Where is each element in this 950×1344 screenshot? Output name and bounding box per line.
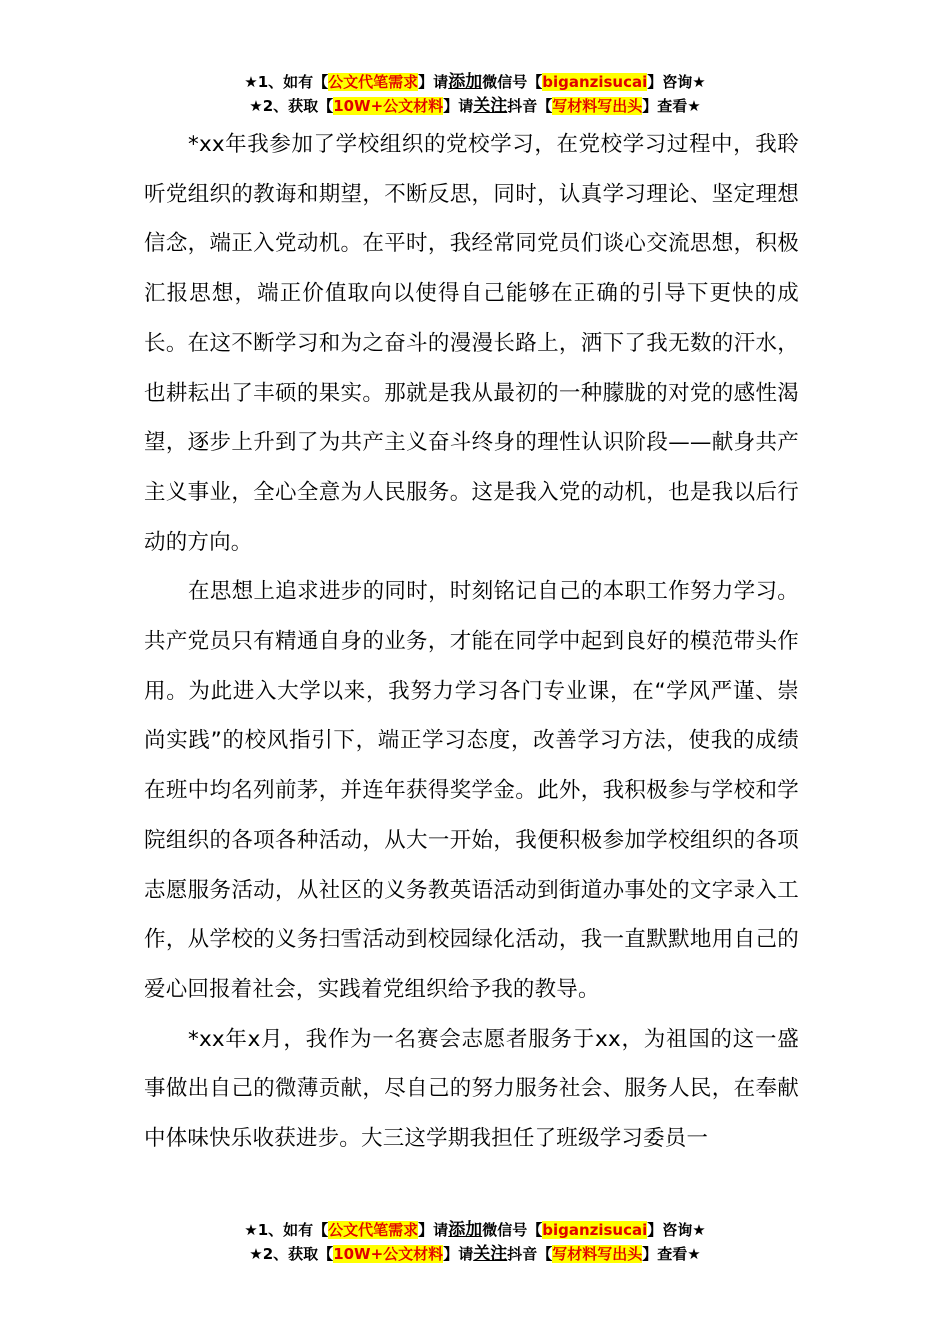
banner-line-1-prefix: ★1、如有【 <box>244 1221 329 1239</box>
highlight-service: 公文代笔需求 <box>328 73 419 91</box>
banner-line-2-mid: 】请 <box>443 1245 474 1263</box>
underlined-add: 添加 <box>448 72 483 92</box>
banner-line-1-prefix: ★1、如有【 <box>244 73 329 91</box>
banner-line-1-mid: 】请 <box>418 1221 449 1239</box>
banner-line-2-mid: 】请 <box>443 97 474 115</box>
banner-line-1-suffix: 】咨询★ <box>647 73 706 91</box>
banner-line-1-mid2: 微信号【 <box>482 73 543 91</box>
banner-line-2-mid2: 抖音【 <box>507 1245 553 1263</box>
banner-line-1-suffix: 】咨询★ <box>647 1221 706 1239</box>
banner-line-2-suffix: 】查看★ <box>642 97 701 115</box>
underlined-add: 添加 <box>448 1220 483 1240</box>
banner-line-2 <box>0 1242 950 1266</box>
banner-line-2 <box>0 94 950 118</box>
banner-line-1-mid2: 微信号【 <box>482 1221 543 1239</box>
paragraph: *xx年我参加了学校组织的党校学习，在党校学习过程中，我聆听党组织的教诲和期望，不断反思，同时，认真学习理论、坚定理想信念，端正入党动机。在平时，我经常同党员们谈心交流思想，积极汇报思想，端正价值取向以使得自己能够在正确的引导下更快的成长。在这不断学习和为之奋斗的漫漫长路上，洒下了我无数的汗水，也耕耘出了丰硕的果实。那就是我从最初的一种朦胧的对党的感性渴望，逐步上升到了为共产主义奋斗终身的理性认识阶段——献身共产主义事业，全心全意为人民服务。这是我入党的动机，也是我以后行动的方向。 <box>144 132 799 555</box>
banner-line-2-suffix: 】查看★ <box>642 1245 701 1263</box>
footer-banner <box>0 1218 950 1266</box>
banner-line-2-prefix: ★2、获取【 <box>249 1245 334 1263</box>
paragraph: *xx年x月，我作为一名赛会志愿者服务于xx，为祖国的这一盛事做出自己的微薄贡献，尽自己的努力服务社会、服务人民，在奉献中体味快乐收获进步。大三这学期我担任了班级学习委员一 <box>144 1026 799 1152</box>
highlight-service: 公文代笔需求 <box>328 1221 419 1239</box>
banner-line-2-mid2: 抖音【 <box>507 97 553 115</box>
paragraph: 在思想上追求进步的同时，时刻铭记自己的本职工作努力学习。共产党员只有精通自身的业务，才能在同学中起到良好的模范带头作用。为此进入大学以来，我努力学习各门专业课，在“学风严谨、崇尚实践”的校风指引下，端正学习态度，改善学习方法，使我的成绩在班中均名列前茅，并连年获得奖学金。此外，我积极参与学校和学院组织的各项各种活动，从大一开始，我便积极参加学校组织的各项志愿服务活动，从社区的义务教英语活动到街道办事处的文字录入工作，从学校的义务扫雪活动到校园绿化活动，我一直默默地用自己的爱心回报着社会，实践着党组织给予我的教导。 <box>144 579 799 1002</box>
underlined-follow: 关注 <box>473 96 508 116</box>
highlight-materials: 10W+公文材料 <box>333 1245 444 1263</box>
document-body <box>144 120 799 1164</box>
banner-line-1-mid: 】请 <box>418 73 449 91</box>
highlight-materials: 10W+公文材料 <box>333 97 444 115</box>
header-banner <box>0 70 950 118</box>
underlined-follow: 关注 <box>473 1244 508 1264</box>
highlight-wechat-id: biganzisucai <box>542 1221 648 1239</box>
highlight-douyin-account: 写材料写出头 <box>552 97 643 115</box>
banner-line-1 <box>0 70 950 94</box>
banner-line-1 <box>0 1218 950 1242</box>
banner-line-2-prefix: ★2、获取【 <box>249 97 334 115</box>
highlight-douyin-account: 写材料写出头 <box>552 1245 643 1263</box>
highlight-wechat-id: biganzisucai <box>542 73 648 91</box>
